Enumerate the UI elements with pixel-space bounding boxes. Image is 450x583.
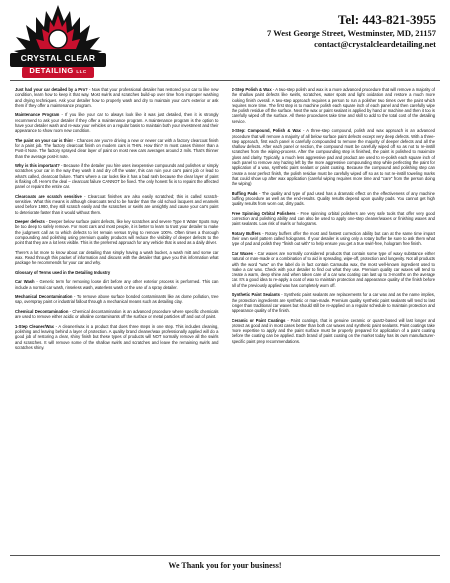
term-body: - Rotary buffers offer the most and fastest correction ability but can at the same time impart their own swirl pattern called holograms. If your detailer is using only a rotary buffer be sure to ask them what type of pad and polish they "finish out with" to help ensure you get a true swirl-free, hologram free finish.: [231, 230, 435, 247]
term-body: - Because if the detailer you hire uses inexpensive compounds and polishes or simply scratches your car in the way they wash it and dry off the water, this can ruin your car's paint job or lead to what's called, clearcoat failure. That's where a car looks like it has a bad rash because the clear layer of paint is flaking off. Here's the deal – clearcoat failure CANNOT be fixed. The only honest fix is to repaint the affected panel or repaint the entire car.: [15, 163, 219, 190]
term-body: - Chances are you're driving a new or newer car with a factory clearcoat finish for a paint job. The factory clearcoat finish on modern cars is THIN. How thin? In most cases thinner than a Post-it Note. The factory sprayed clear layer of paint on most new cars averages around 2 mils. That's thinner than the average post-it note.: [15, 137, 219, 159]
term-title: 3-Step: Compound, Polish & Wax: [231, 128, 301, 134]
term-title: Chemical Decontamination: [15, 308, 69, 314]
thank-you-footer: We Thank you for your business!: [168, 561, 282, 570]
paragraph: [15, 294, 219, 305]
term-title: Why is this important?: [15, 163, 60, 169]
paragraph: [15, 250, 219, 266]
term-body: - Clearcoat finishes are also easily scratched; this is called scratch-sensitive. What this means is although clearcoats tend to be harder than the old school lacquers and enamels used before 1980, they still scratch easily and the scratches or swirls are unsightly and cause your car's paint to deteriorate faster than it would without them.: [15, 193, 219, 215]
term-title: Buffing Pads: [231, 190, 258, 196]
paragraph: [232, 87, 436, 124]
paragraph: [15, 279, 219, 290]
term-title: Car Wash: [15, 279, 35, 285]
term-title: Just had your car detailed by a Pro?: [15, 87, 88, 92]
paragraph: [15, 219, 219, 245]
term-title: Mechanical Decontamination: [15, 294, 73, 300]
term-body: - Free spinning orbital polishers are very safe tools that offer very good correction and polishing ability and can also be used to apply one-step cleaner/waxes or finishing waxes and paint sealants. Low risk of swirls or holograms.: [231, 210, 435, 227]
header-divider: [10, 80, 440, 81]
left-column: [15, 87, 219, 549]
paragraph: [232, 191, 436, 207]
paragraph: [15, 324, 219, 350]
footer-divider: [10, 555, 440, 556]
term-title: Synthetic Paint Sealants: [231, 292, 280, 298]
term-body: - Now that your professional detailer has restored your car to like new condition, learn how to keep it that way. Most swirls and scratches build-up over time from improper washing and drying techniques. Ask your detailer how to properly wash and dry to maintain your car's exterior or ask them if they offer a maintenance program.: [15, 87, 219, 108]
right-column: [232, 87, 436, 549]
term-body: There's a lot more to know about car detailing than simply having a wash bucket, a wash mitt and some car wax. Read through this packet of information and discuss with the detailer that gave you this information what package he recommends for your car and why.: [15, 249, 219, 266]
term-title: The paint on your car is thin!: [15, 137, 73, 143]
term-title: Car Waxes: [231, 250, 253, 256]
term-body: - Deeper below surface paint defects, like key scratches and severe Type II Water Spots may be too deep to safely remove. For most cars and most people, it is better to learn to trust your detailer to make the judgment call as to which defects to let remain versus trying to remove 100%. Often times a thorough compounding and polishing using premium quality products will reduce the visibility of deeper defects to the point that they are a lot less visible. This is the preferred approach for any vehicle that is used as a daily driver.: [15, 219, 219, 246]
term-title: Deeper defects: [15, 219, 45, 225]
paragraph: [15, 309, 219, 320]
term-title: Rotary Buffers: [231, 230, 261, 236]
logo-text-line2: [6, 66, 110, 75]
body-columns: [15, 87, 435, 549]
term-body: - Chemical decontamination is an advanced procedure where specific chemicals are used to remove either acidic or alkaline contaminants off the surface or metal particles off and out of paint.: [15, 308, 219, 320]
email-address: contact@crystalcleardetailing.net: [314, 39, 436, 49]
term-title: 1-Step Cleaner/Wax: [15, 323, 54, 329]
contact-block: [267, 12, 436, 50]
term-title: Free Spinning Orbital Polishers: [231, 210, 296, 216]
term-body: - If you like your car to always look like it was just detailed, then it is strongly recommend to ask your detailer if they offer a maintenance program. A maintenance program is the option to have your detailer wash and re-wax your vehicles on a regular basis to maintain both your investment and their appearance to show room new condition.: [15, 112, 219, 134]
term-body: - Synthetic paint sealants are replacements for a car wax and as the name implies, the protection ingredients are synthetic or man-made. Premium quality synthetic paint sealants will tend to last longer than traditional car waxes but should still be re-applied on a regular schedule to maintain protection and appearance quality of the finish.: [231, 292, 435, 314]
paragraph: [232, 231, 436, 247]
paragraph: [232, 211, 436, 227]
paragraph: [15, 112, 219, 133]
section-heading: Glossary of Terms used in the Detailing Industry: [15, 269, 111, 275]
term-body: - A two-step polish and wax is a more advanced procedure that will remove a majority of the shallow paint defects like swirls, scratches, water spots and light oxidation and restore a much more looking finish overall. A two-step approach requires a person to run a polisher two times over the paint which requires more time. The first step is to machine polish each square inch of each panel and then carefully wipe the polish residue off the surface. Next the wax or paint sealant is applied by hand or machine and then it too is carefully wiped off the surface. All these procedures take time and skill to add to the total cost of the detailing service.: [231, 87, 435, 124]
term-body: - Car waxes are normally considered products that contain some type of waxy substance either natural or man-made or a combination of to aid in spreading, wipe-off, protection and longevity. Not all products with the word "wax" on the label do in fact contain Carnauba wax, the most well-known ingredient used to make a car wax. Check with your detailer to find out what they use. Premium quality car waxes will tend to create a warm, deep shine and when taken care of a car wax coating can last up to 3-months on the average car. It's a good idea to re-apply a coat of wax to maintain protection and appearance quality of the finish before all of the previously applied wax has completely worn off.: [231, 250, 435, 288]
term-title: Ceramic or Paint Coatings: [231, 317, 286, 323]
logo-llc-tag: LLC: [76, 69, 87, 74]
term-body: - A cleaner/wax is a product that does three steps in one step. This includes cleaning, polishing and leaving behind a layer of protection. A quality brand cleaner/wax professionally applied will do a good job of restoring a clear, shiny finish but these types of products will NOT normally remove all the swirls and scratches. It will remove some of the shallow swirls and scratches and leave the remaining swirls and scratches shiny.: [15, 323, 219, 350]
phone-number: Tel: 443-821-3955: [337, 12, 436, 27]
term-body: - Generic term for removing loose dirt before any other exterior process is performed. This can include a normal car wash, rinseless wash, waterless wash or the use of a spray detailer.: [15, 279, 219, 290]
term-title: Clearcoats are scratch sensitive: [15, 193, 82, 199]
paragraph: [232, 251, 436, 288]
paragraph: [15, 194, 219, 215]
term-body: - To remove above surface bonded contaminants like as dome pollution, tree sap, overspray paint or industrial fallout through a mechanical means such as detailing clay.: [15, 294, 219, 305]
term-body: - Paint coatings, that is genuine ceramic or quartz-based will last longer and protect as good and in most cases better than both car waxes and synthetic paint sealants. Paint coatings take more expertise to apply and the paint surface must be properly prepared for application of a paint coating before the coating can be applied. Each brand of paint coating on the market today has its own manufacturer-specific paint prep recommendations.: [231, 317, 435, 344]
logo-text-line1: CRYSTAL CLEAR: [20, 53, 96, 63]
address: 7 West George Street, Westminster, MD, 21157: [267, 28, 436, 38]
paragraph: [232, 292, 436, 313]
header: [0, 0, 450, 82]
paragraph: [232, 128, 436, 186]
term-body: - A three-step compound, polish and wax approach is an advanced procedure that will remove a majority of all below surface paint defects except very deep defects. With a three-step approach, first each panel is carefully compounded to remove the majority of deeper defects and all the shallow defects. After each panel or section, the compound must be carefully wiped off so as not to re-instill scratches from the wiping-process. After the compounding step is finished, the paint is polished to maximize gloss and clarity. Typically, a much less aggressive pad and product are used to re-polish each square inch of each panel to remove any hazing left by the more aggressive compounding step while perfecting the paint for application of a wax, synthetic paint sealant or paint coating. Because the compound and polishing step can create a near perfect finish, the polish residue must be carefully wiped off so as to not re-instill toweling marks that could show up after wax application (careful wiping requires more time and "care" from the person doing the wiping): [231, 128, 435, 187]
term-body: - The quality and type of pad used has a dramatic effect on the effectiveness of any machine buffing procedure as well as the end-results. Quality results depend upon quality pads. You cannot get high quality results from worn out, dirty pads.: [231, 190, 435, 207]
logo-detailing-word: DETAILING: [29, 66, 74, 75]
term-title: Maintenance Program: [15, 112, 60, 118]
paragraph: [15, 163, 219, 189]
term-title: 2-Step Polish & Wax: [231, 87, 272, 92]
paragraph: [15, 87, 219, 108]
paragraph: [232, 318, 436, 344]
paragraph: [15, 138, 219, 159]
